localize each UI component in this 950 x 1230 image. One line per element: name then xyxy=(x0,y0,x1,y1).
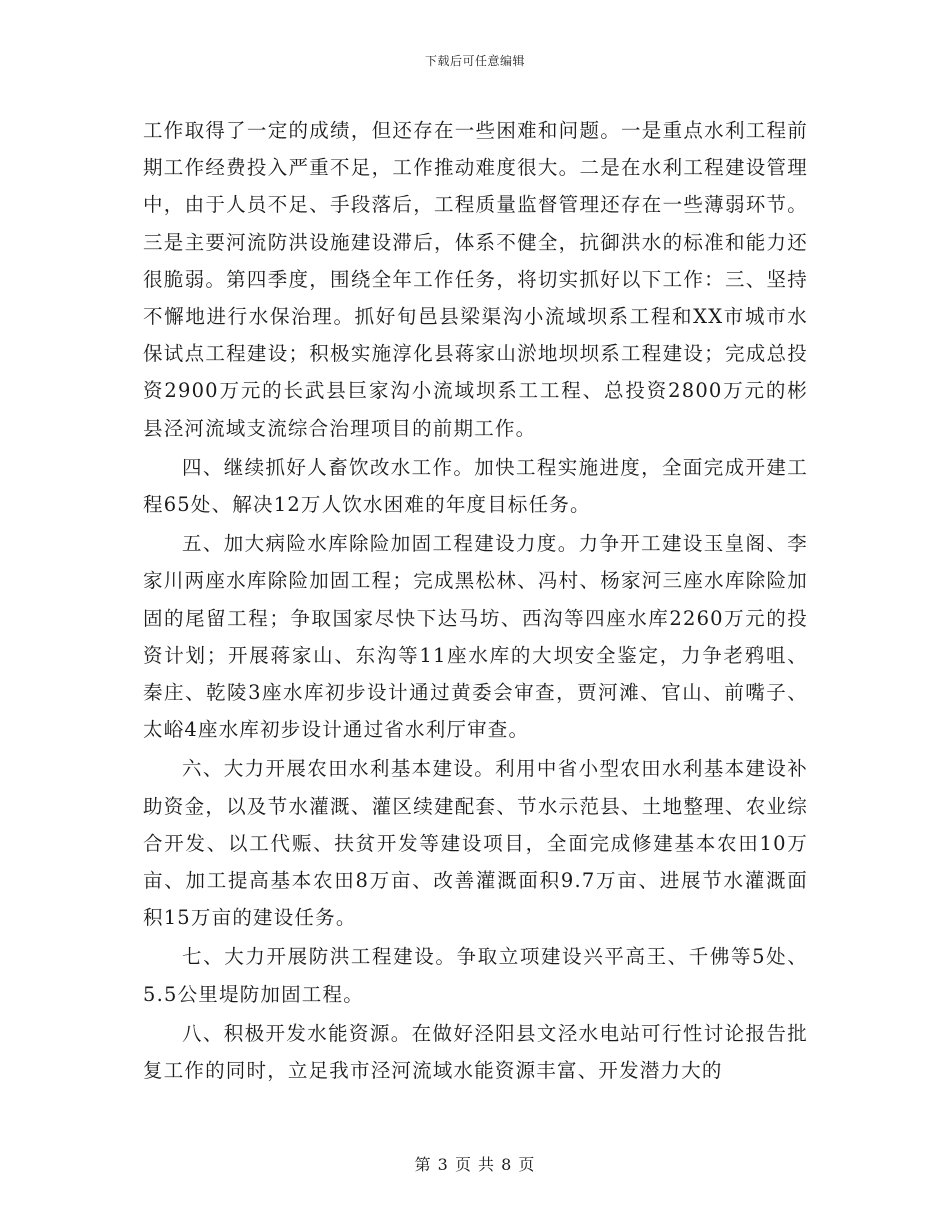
paragraph-item-7: 七、大力开展防洪工程建设。争取立项建设兴平高王、千佛等5处、5.5公里堤防加固工程。 xyxy=(143,945,808,1006)
document-body xyxy=(143,112,808,1091)
paragraph-item-4: 四、继续抓好人畜饮改水工作。加快工程实施进度，全面完成开建工程65处、解决12万人饮水困难的年度目标任务。 xyxy=(143,455,808,517)
paragraph-item-6: 六、大力开展农田水利基本建设。利用中省小型农田水利基本建设补助资金，以及节水灌溉、灌区续建配套、节水示范县、土地整理、农业综合开发、以工代赈、扶贫开发等建设项目，全面完成修建基本农田10万亩、加工提高基本农田8万亩、改善灌溉面积9.7万亩、进展节水灌溉面积15万亩的建设任务。 xyxy=(143,757,808,930)
page-header: 下载后可任意编辑 xyxy=(424,54,525,68)
paragraph-continuation: 工作取得了一定的成绩，但还存在一些困难和问题。一是重点水利工程前期工作经费投入严重不足，工作推动难度很大。二是在水利工程建设管理中，由于人员不足、手段落后，工程质量监督管理还存在一些薄弱环节。三是主要河流防洪设施建设滞后，体系不健全，抗御洪水的标准和能力还很脆弱。第四季度，围绕全年工作任务，将切实抓好以下工作：三、坚持不懈地进行水保治理。抓好旬邑县梁渠沟小流域坝系工程和XX市城市水保试点工程建设；积极实施淳化县蒋家山淤地坝坝系工程建设；完成总投资2900万元的长武县巨家沟小流域坝系工工程、总投资2800万元的彬县泾河流域支流综合治理项目的前期工作。 xyxy=(143,119,808,440)
paragraph-item-8: 八、积极开发水能资源。在做好泾阳县文泾水电站可行性讨论报告批复工作的同时，立足我市泾河流域水能资源丰富、开发潜力大的 xyxy=(143,1021,808,1083)
paragraph-item-5: 五、加大病险水库除险加固工程建设力度。力争开工建设玉皇阁、李家川两座水库除险加固工程；完成黑松林、冯村、杨家河三座水库除险加固的尾留工程；争取国家尽快下达马坊、西沟等四座水库2260万元的投资计划；开展蒋家山、东沟等11座水库的大坝安全鉴定，力争老鸦咀、秦庄、乾陵3座水库初步设计通过黄委会审查，贾河滩、官山、前嘴子、太峪4座水库初步设计通过省水利厅审查。 xyxy=(143,532,808,742)
page-number-footer: 第 3 页 共 8 页 xyxy=(414,1155,536,1174)
